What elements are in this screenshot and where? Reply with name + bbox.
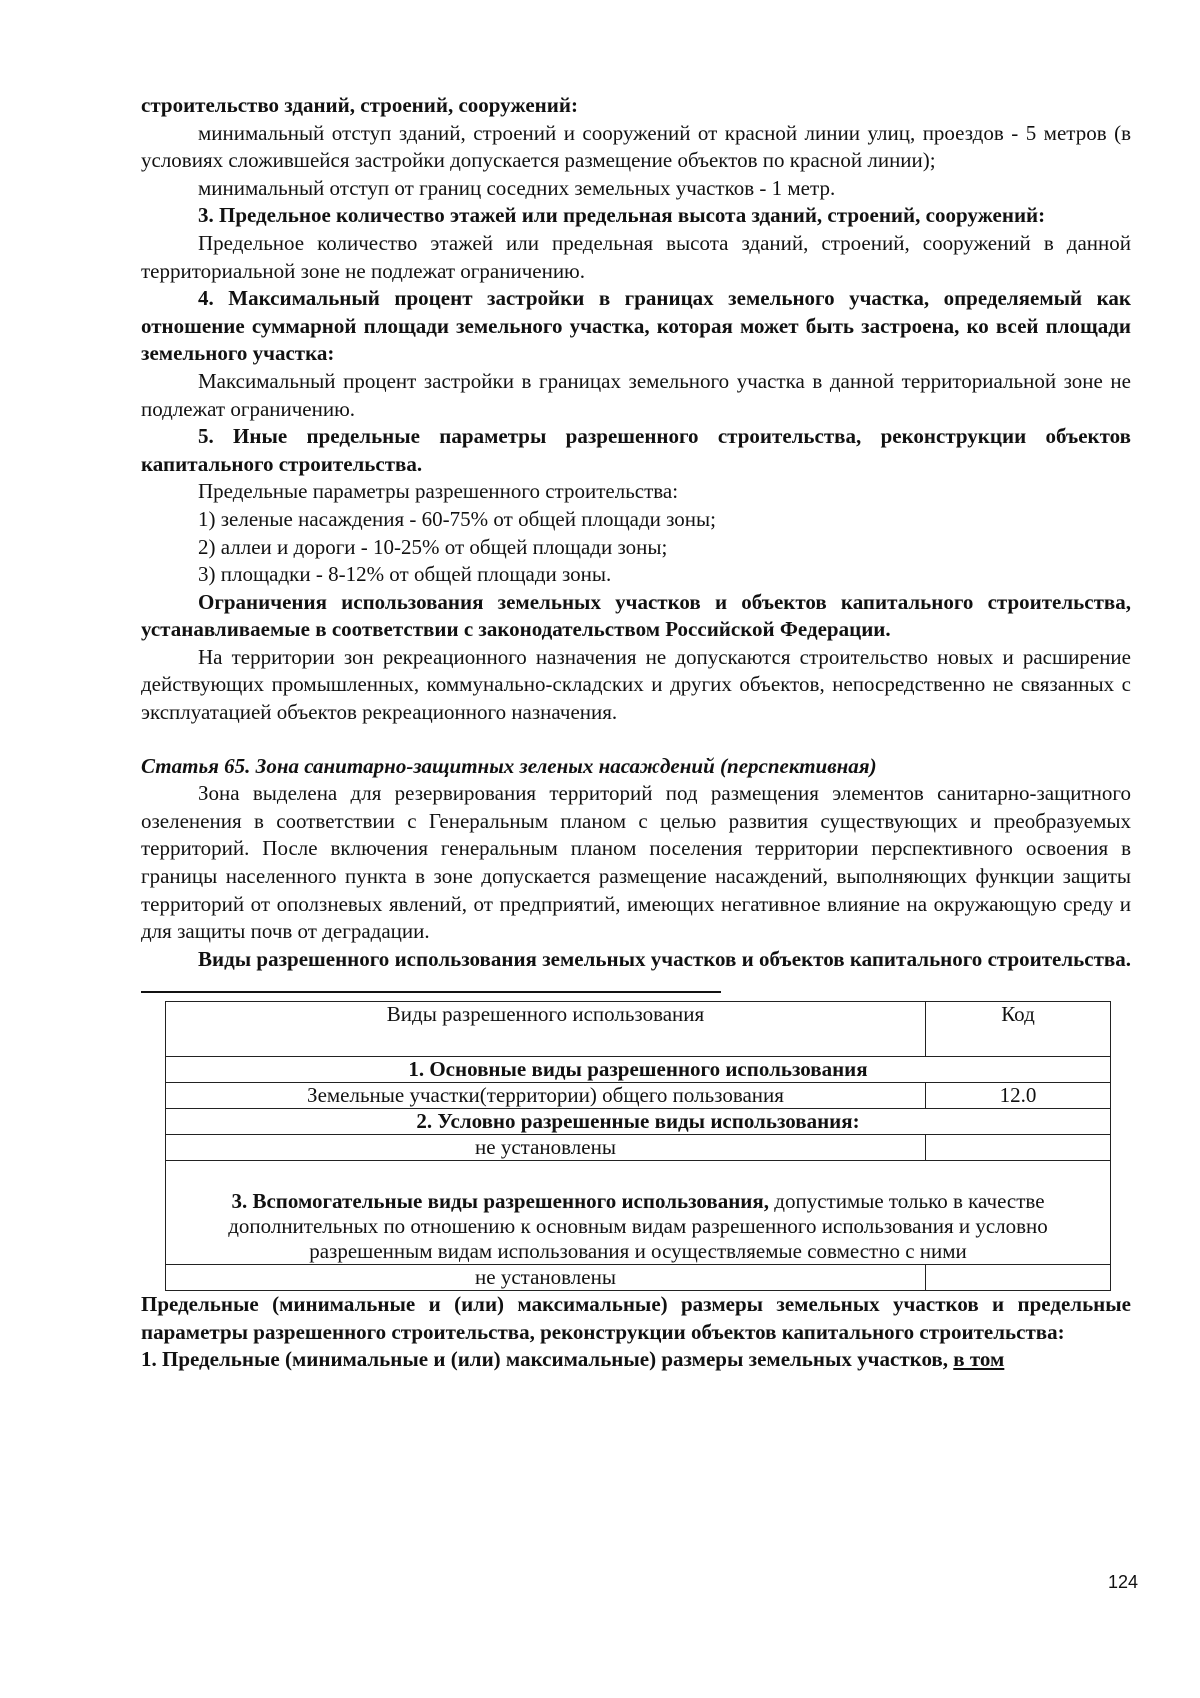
article-65-text: Зона выделена для резервирования территорий под размещения элементов санитарно-защитного озеленения в соответствии с Генеральным планом с целью развития существующих и преобразуемых территорий. После включения генеральным планом поселения территории перспективного освоения в границы населенного пункта в зоне допускается размещение насаждений, выполняющих функции защиты территорий от оползневых явлений, от предприятий, имеющих негативное влияние на окружающую среду и для защиты почв от деградации. [141,781,1131,944]
table-row [166,1083,1111,1109]
section-4-heading: 4. Максимальный процент застройки в границах земельного участка, определяемый как отношение суммарной площади земельного участка, которая может быть застроена, ко всей площади земельного участка: [141,286,1131,366]
red-line-setback-text: минимальный отступ зданий, строений и сооружений от красной линии улиц, проездов - 5 метров (в условиях сложившейся застройки допускается размещение объектов по красной линии); [141,120,1131,173]
list-item: 1) зеленые насаждения - 60-75% от общей площади зоны; [198,506,716,531]
types-heading-text: Виды разрешенного использования земельных участков и объектов капитального строительства. [198,946,1131,971]
table-row [166,1161,1111,1265]
list-item: 3) площадки - 8-12% от общей площади зоны. [198,562,612,587]
types-heading [141,946,1131,1001]
neighbor-setback-text: минимальный отступ от границ соседних земельных участков - 1 метр. [198,175,836,200]
conditional-value-cell: не установлены [166,1135,926,1161]
restrictions-text: На территории зон рекреационного назначения не допускаются строительство новых и расширение действующих промышленных, коммунально-складских и других объектов, непосредственно не связанных с эксплуатацией объектов рекреационного назначения. [141,644,1131,725]
conditional-code-cell [926,1135,1111,1161]
section-3-heading: 3. Предельное количество этажей или предельная высота зданий, строений, сооружений: [198,203,1046,228]
underline-rule [141,981,721,993]
auxiliary-types-heading [166,1161,1111,1265]
header-use-cell: Виды разрешенного использования [166,1002,926,1057]
document-page [141,92,1131,1374]
page-number: 124 [1108,1572,1139,1592]
table-row [166,1135,1111,1161]
table-row [166,1109,1111,1135]
section-3-text: Предельное количество этажей или предельная высота зданий, строений, сооружений в данной территориальной зоне не подлежат ограничению. [141,230,1131,283]
auxiliary-code-cell [926,1265,1111,1291]
main-types-heading: 1. Основные виды разрешенного использования [166,1057,1111,1083]
table-row [166,1057,1111,1083]
header-code-cell: Код [926,1002,1111,1057]
article-65-title: Статья 65. Зона санитарно-защитных зеленых насаждений (перспективная) [141,753,877,778]
table-header-row [166,1002,1111,1057]
auxiliary-heading-bold: 3. Вспомогательные виды разрешенного использования, [231,1189,770,1213]
section-4-text: Максимальный процент застройки в границах земельного участка в данной территориальной зоне не подлежат ограничению. [141,368,1131,421]
conditional-types-heading: 2. Условно разрешенные виды использования: [166,1109,1111,1135]
auxiliary-value-cell: не установлены [166,1265,926,1291]
main-code-cell: 12.0 [926,1083,1111,1109]
restrictions-heading: Ограничения использования земельных участков и объектов капитального строительства, устанавливаемые в соответствии с законодательством Российской Федерации. [141,589,1131,642]
permitted-use-table [165,1001,1111,1291]
auxiliary-heading-rest: допустимые только в качестве дополнительных по отношению к основным видам разрешенного использования и условно разрешенным видам использования и осуществляемые совместно с ними [228,1189,1048,1263]
table-row [166,1265,1111,1291]
section-5-heading: 5. Иные предельные параметры разрешенного строительства, реконструкции объектов капитального строительства. [141,424,1131,476]
building-heading: строительство зданий, строений, сооружений: [141,93,578,117]
limits-item-1 [141,1346,1131,1374]
main-use-cell: Земельные участки(территории) общего пользования [166,1083,926,1109]
limits-item-1-tail: в том [953,1347,1005,1372]
list-item: 2) аллеи и дороги - 10-25% от общей площади зоны; [198,534,668,559]
section-5-intro: Предельные параметры разрешенного строительства: [198,479,679,504]
limits-heading: Предельные (минимальные и (или) максимальные) размеры земельных участков и предельные параметры разрешенного строительства, реконструкции объектов капитального строительства: [141,1292,1131,1344]
limits-item-1-text: 1. Предельные (минимальные и (или) максимальные) размеры земельных участков, [141,1347,949,1372]
